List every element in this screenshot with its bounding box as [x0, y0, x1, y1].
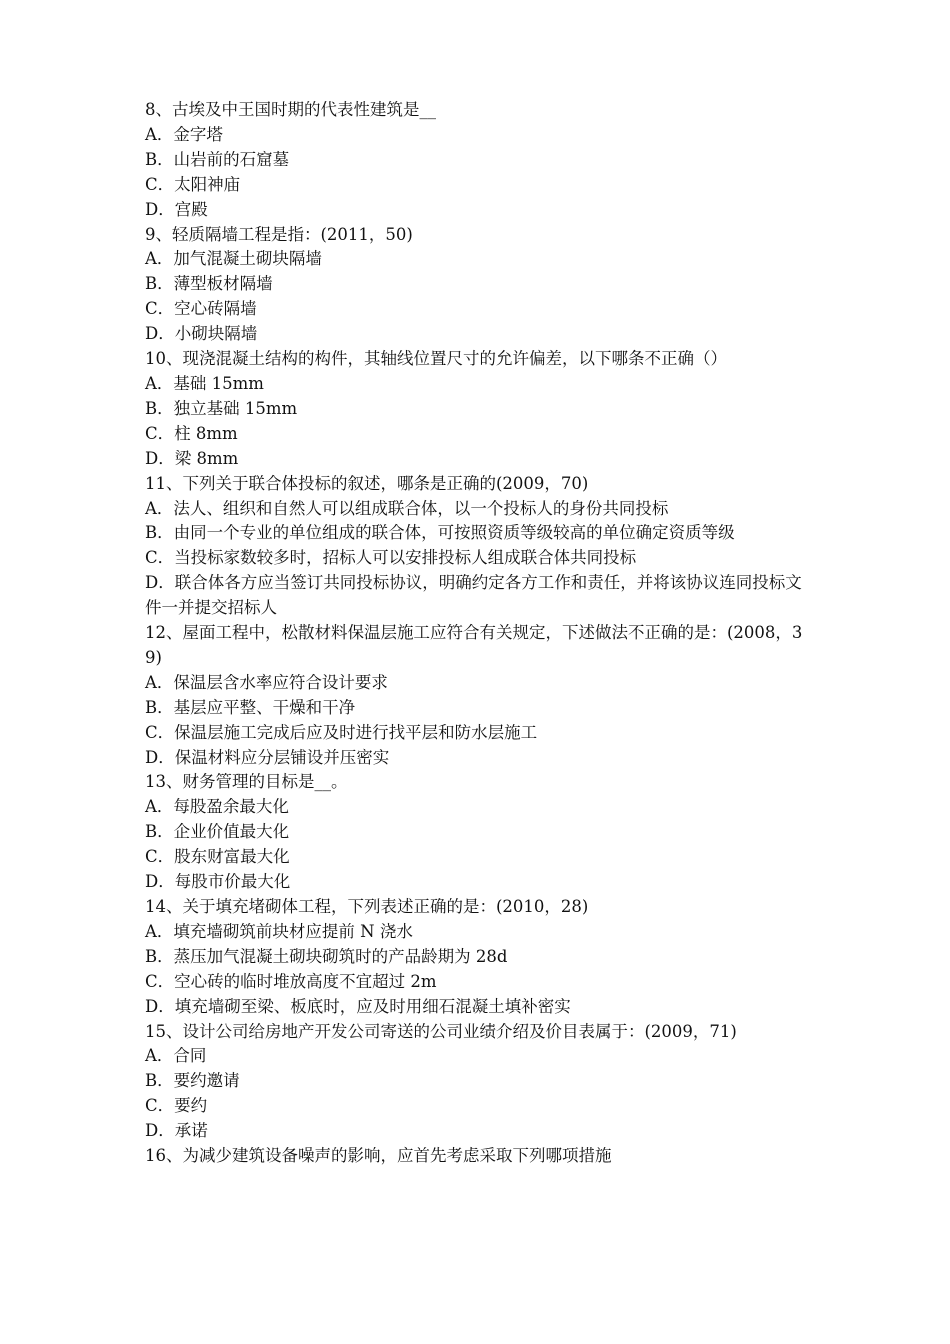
option-b: B．独立基础 15mm: [145, 398, 298, 418]
option-c: C．股东财富最大化: [145, 847, 290, 867]
option-a: A．加气混凝土砌块隔墙: [145, 249, 322, 269]
question-stem: 16、为减少建筑设备噪声的影响，应首先考虑采取下列哪项措施: [145, 1146, 612, 1166]
question-9: [145, 223, 815, 348]
question-11: [145, 472, 815, 621]
option-a: A．保温层含水率应符合设计要求: [145, 672, 388, 692]
option-c: C．保温层施工完成后应及时进行找平层和防水层施工: [145, 722, 538, 742]
question-10: [145, 347, 815, 472]
option-d: D．填充墙砌至梁、板底时，应及时用细石混凝土填补密实: [145, 996, 571, 1016]
option-b: B．基层应平整、干燥和干净: [145, 697, 356, 717]
question-13: [145, 770, 815, 895]
option-a: A．法人、组织和自然人可以组成联合体，以一个投标人的身份共同投标: [145, 498, 669, 518]
document-page: [145, 98, 815, 1169]
option-a: A．合同: [145, 1046, 207, 1066]
option-d: D．保温材料应分层铺设并压密实: [145, 747, 390, 767]
option-c: C．空心砖的临时堆放高度不宜超过 2m: [145, 971, 437, 991]
option-b: B．由同一个专业的单位组成的联合体，可按照资质等级较高的单位确定资质等级: [145, 523, 735, 543]
question-stem: 12、屋面工程中，松散材料保温层施工应符合有关规定，下述做法不正确的是：(2008，39): [145, 623, 803, 667]
question-16: [145, 1144, 815, 1169]
option-a: A．每股盈余最大化: [145, 797, 289, 817]
option-d: D．联合体各方应当签订共同投标协议，明确约定各方工作和责任，并将该协议连同投标文件一并提交招标人: [145, 573, 802, 618]
option-d: D．宫殿: [145, 199, 208, 219]
question-stem: 10、现浇混凝土结构的构件，其轴线位置尺寸的允许偏差，以下哪条不正确（）: [145, 349, 727, 369]
option-a: A．金字塔: [145, 124, 223, 144]
option-d: D．承诺: [145, 1121, 208, 1141]
question-12: [145, 621, 815, 770]
option-c: C．要约: [145, 1096, 208, 1116]
option-b: B．山岩前的石窟墓: [145, 149, 290, 169]
option-c: C．柱 8mm: [145, 423, 238, 443]
question-stem: 8、古埃及中王国时期的代表性建筑是__: [145, 100, 436, 119]
option-c: C．空心砖隔墙: [145, 299, 257, 319]
option-b: B．要约邀请: [145, 1071, 240, 1091]
option-d: D．梁 8mm: [145, 448, 239, 468]
option-a: A．基础 15mm: [145, 373, 264, 393]
question-15: [145, 1020, 815, 1145]
question-14: [145, 895, 815, 1020]
option-c: C．太阳神庙: [145, 174, 241, 194]
question-stem: 15、设计公司给房地产开发公司寄送的公司业绩介绍及价目表属于：(2009，71): [145, 1021, 737, 1041]
option-b: B．薄型板材隔墙: [145, 274, 273, 294]
option-c: C．当投标家数较多时，招标人可以安排投标人组成联合体共同投标: [145, 548, 637, 568]
question-stem: 9、轻质隔墙工程是指：(2011，50): [145, 224, 413, 244]
option-b: B．蒸压加气混凝土砌块砌筑时的产品龄期为 28d: [145, 946, 508, 966]
option-a: A．填充墙砌筑前块材应提前 N 浇水: [145, 921, 413, 941]
option-d: D．每股市价最大化: [145, 872, 291, 892]
question-stem: 13、财务管理的目标是__。: [145, 772, 348, 792]
question-8: [145, 98, 815, 223]
option-d: D．小砌块隔墙: [145, 324, 258, 344]
question-stem: 14、关于填充堵砌体工程，下列表述正确的是：(2010，28): [145, 897, 589, 916]
question-stem: 11、下列关于联合体投标的叙述，哪条是正确的(2009，70): [145, 473, 589, 493]
option-b: B．企业价值最大化: [145, 822, 290, 842]
